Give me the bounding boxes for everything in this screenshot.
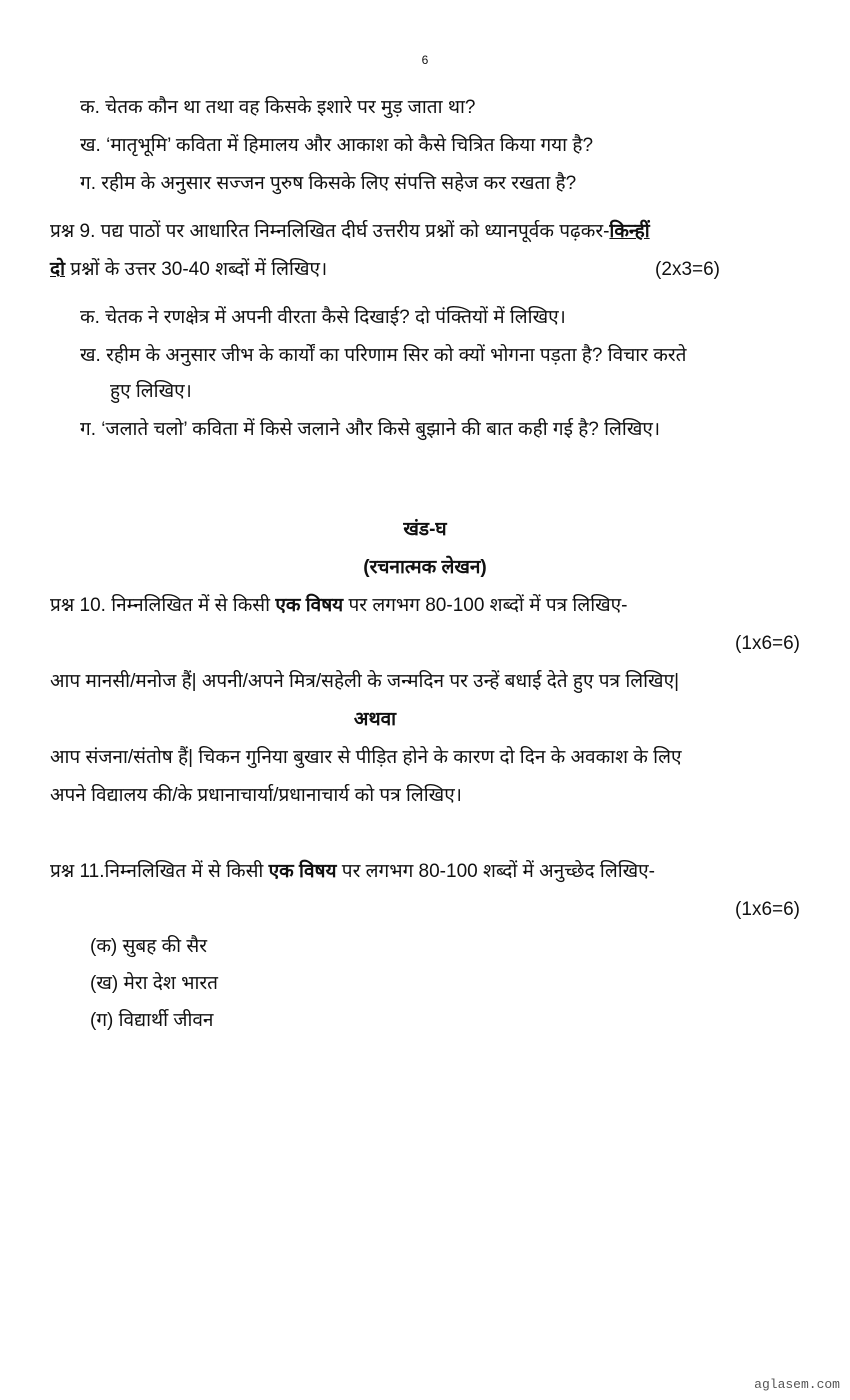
q9-text-2: प्रश्नों के उत्तर 30-40 शब्दों में लिखिए। (65, 259, 328, 280)
q10-text: प्रश्न 10. निम्नलिखित में से किसी (50, 595, 276, 616)
q9-marks: (2x3=6) (655, 259, 720, 280)
q9-item-c: ग. ‘जलाते चलो’ कविता में किसे जलाने और किसे बुझाने की बात कही गई है? लिखिए। (80, 419, 661, 440)
q10-marks: (1x6=6) (735, 633, 800, 654)
q8-item-b: ख. ‘मातृभूमि’ कविता में हिमालय और आकाश को कैसे चित्रित किया गया है? (80, 135, 594, 156)
q8-item-a: क. चेतक कौन था तथा वह किसके इशारे पर मुड़ जाता था? (80, 97, 476, 118)
q11-text-2: पर लगभग 80-100 शब्दों में अनुच्छेद लिखिए- (336, 861, 656, 882)
q9-emphasis-2: दो (50, 259, 66, 280)
q11-heading (50, 860, 800, 884)
q11-item-a: (क) सुबह की सैर (90, 936, 207, 957)
q10-emphasis: एक विषय (275, 595, 344, 616)
q11-emphasis: एक विषय (268, 861, 337, 882)
footer-site: aglasem.com (754, 1377, 840, 1392)
q11-item-b: (ख) मेरा देश भारत (90, 973, 218, 994)
q9-line2-text (50, 258, 327, 282)
q9-item-b: ख. रहीम के अनुसार जीभ के कार्यों का परिणाम सिर को क्यों भोगना पड़ता है? विचार करते (80, 345, 687, 366)
q10-heading (50, 594, 800, 618)
q9-item-a: क. चेतक ने रणक्षेत्र में अपनी वीरता कैसे दिखाई? दो पंक्तियों में लिखिए। (80, 307, 566, 328)
q8-item-c: ग. रहीम के अनुसार सज्जन पुरुष किसके लिए संपत्ति सहेज कर रखता है? (80, 173, 577, 194)
section-title: खंड-घ (403, 519, 447, 540)
page-number: 6 (421, 53, 429, 67)
q9-line2 (50, 258, 800, 282)
q10-option-2-cont: अपने विद्यालय की/के प्रधानाचार्या/प्रधानाचार्य को पत्र लिखिए। (50, 785, 462, 806)
q10-or: अथवा (353, 709, 397, 730)
section-subtitle: (रचनात्मक लेखन) (363, 557, 487, 578)
q10-text-2: पर लगभग 80-100 शब्दों में पत्र लिखिए- (343, 595, 628, 616)
q11-text: प्रश्न 11.निम्नलिखित में से किसी (50, 861, 269, 882)
q9-emphasis: किन्हीं (609, 221, 650, 242)
q11-item-c: (ग) विद्यार्थी जीवन (90, 1010, 214, 1031)
q9-item-b-cont: हुए लिखिए। (110, 381, 192, 402)
q9-line1 (50, 220, 800, 244)
q10-option-1: आप मानसी/मनोज हैं| अपनी/अपने मित्र/सहेली के जन्मदिन पर उन्हें बधाई देते हुए पत्र लिखिए| (50, 671, 680, 692)
q10-option-2: आप संजना/संतोष हैं| चिकन गुनिया बुखार से पीड़ित होने के कारण दो दिन के अवकाश के लिए (50, 747, 682, 768)
q11-marks: (1x6=6) (735, 899, 800, 920)
q9-text: प्रश्न 9. पद्य पाठों पर आधारित निम्नलिखित दीर्घ उत्तरीय प्रश्नों को ध्यानपूर्वक पढ़कर- (50, 221, 610, 242)
